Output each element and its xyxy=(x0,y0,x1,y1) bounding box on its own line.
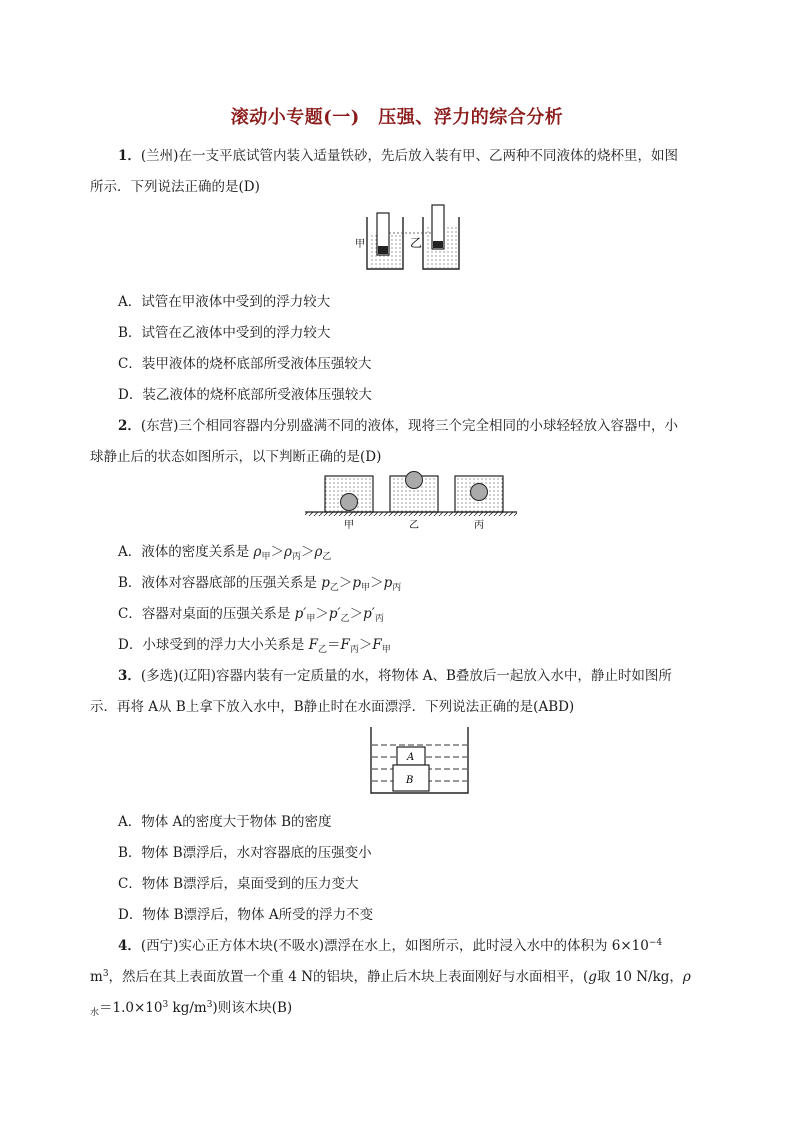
q1-option-a: A．试管在甲液体中受到的浮力较大 xyxy=(118,294,331,310)
q4-stem-line2: $m^3$，然后在其上表面放置一个重 4 N的铝块，静止后木块上表面刚好与水面相平，(g取 10 N/kg，ρ xyxy=(90,969,691,985)
q4-stem-line1: 4．(西宁)实心正方体木块(不吸水)漂浮在水上，如图所示，此时浸入水中的体积为 $6\times 10^{-4}$ xyxy=(118,938,663,954)
q2-number: 2． xyxy=(118,418,141,434)
q3-fig-label-b: B xyxy=(406,775,414,786)
q3-option-c: C．物体 B漂浮后，桌面受到的压力变大 xyxy=(118,876,359,892)
q1-option-d: D．装乙液体的烧杯底部所受液体压强较大 xyxy=(118,387,372,403)
q2-stem-line1: 2．(东营)三个相同容器内分别盛满不同的液体，现将三个完全相同的小球轻轻放入容器中，小 xyxy=(118,418,678,434)
q2-option-a: A．液体的密度关系是 $\rho_甲>\rho_丙>\rho_乙$ xyxy=(118,544,332,562)
q2-option-c: C．容器对桌面的压强关系是 $p'_甲>p'_乙>p'_丙$ xyxy=(118,606,384,624)
q4-stem-line3: $_水=1.0\times 10^3$ $kg/m^3$)则该木块(B) xyxy=(90,1000,293,1018)
q3-option-b: B．物体 B漂浮后，水对容器底的压强变小 xyxy=(118,845,372,861)
q2-figure xyxy=(305,470,525,532)
q1-stem-line1: 1．(兰州)在一支平底试管内装入适量铁砂，先后放入装有甲、乙两种不同液体的烧杯里，如图 xyxy=(118,148,678,164)
q2-option-b: B．液体对容器底部的压强关系是 $p_乙>p_甲>p_丙$ xyxy=(118,575,402,593)
q1-fig-label-jia: 甲 xyxy=(355,239,365,250)
q2-option-d: D．小球受到的浮力大小关系是 $F_乙=F_丙>F_甲$ xyxy=(118,637,391,655)
q1-stem-line2: 所示．下列说法正确的是(D) xyxy=(90,179,260,195)
page-title: 滚动小专题(一) 压强、浮力的综合分析 xyxy=(230,107,564,128)
q1-option-b: B．试管在乙液体中受到的浮力较大 xyxy=(118,325,331,341)
q3-number: 3． xyxy=(118,668,141,684)
q4-number: 4． xyxy=(118,938,141,954)
q1-number: 1． xyxy=(118,148,141,164)
q1-figure xyxy=(355,203,465,275)
q2-fig-label-yi: 乙 xyxy=(409,520,419,531)
q2-fig-label-bing: 丙 xyxy=(474,520,484,531)
q3-option-a: A．物体 A的密度大于物体 B的密度 xyxy=(118,814,332,830)
q3-stem-line2: 示．再将 A从 B上拿下放入水中，B静止时在水面漂浮．下列说法正确的是(ABD) xyxy=(90,699,575,715)
q1-fig-label-yi: 乙 xyxy=(410,236,423,250)
q1-option-c: C．装甲液体的烧杯底部所受液体压强较大 xyxy=(118,356,372,372)
q3-stem-line1: 3．(多选)(辽阳)容器内装有一定质量的水，将物体 A、B叠放后一起放入水中，静止时如图所 xyxy=(118,668,672,684)
q3-figure xyxy=(368,725,472,797)
q3-fig-label-a: A xyxy=(407,752,415,763)
q2-fig-label-jia: 甲 xyxy=(344,520,354,531)
q3-option-d: D．物体 B漂浮后，物体 A所受的浮力不变 xyxy=(118,907,374,923)
q2-stem-line2: 球静止后的状态如图所示，以下判断正确的是(D) xyxy=(90,449,382,465)
